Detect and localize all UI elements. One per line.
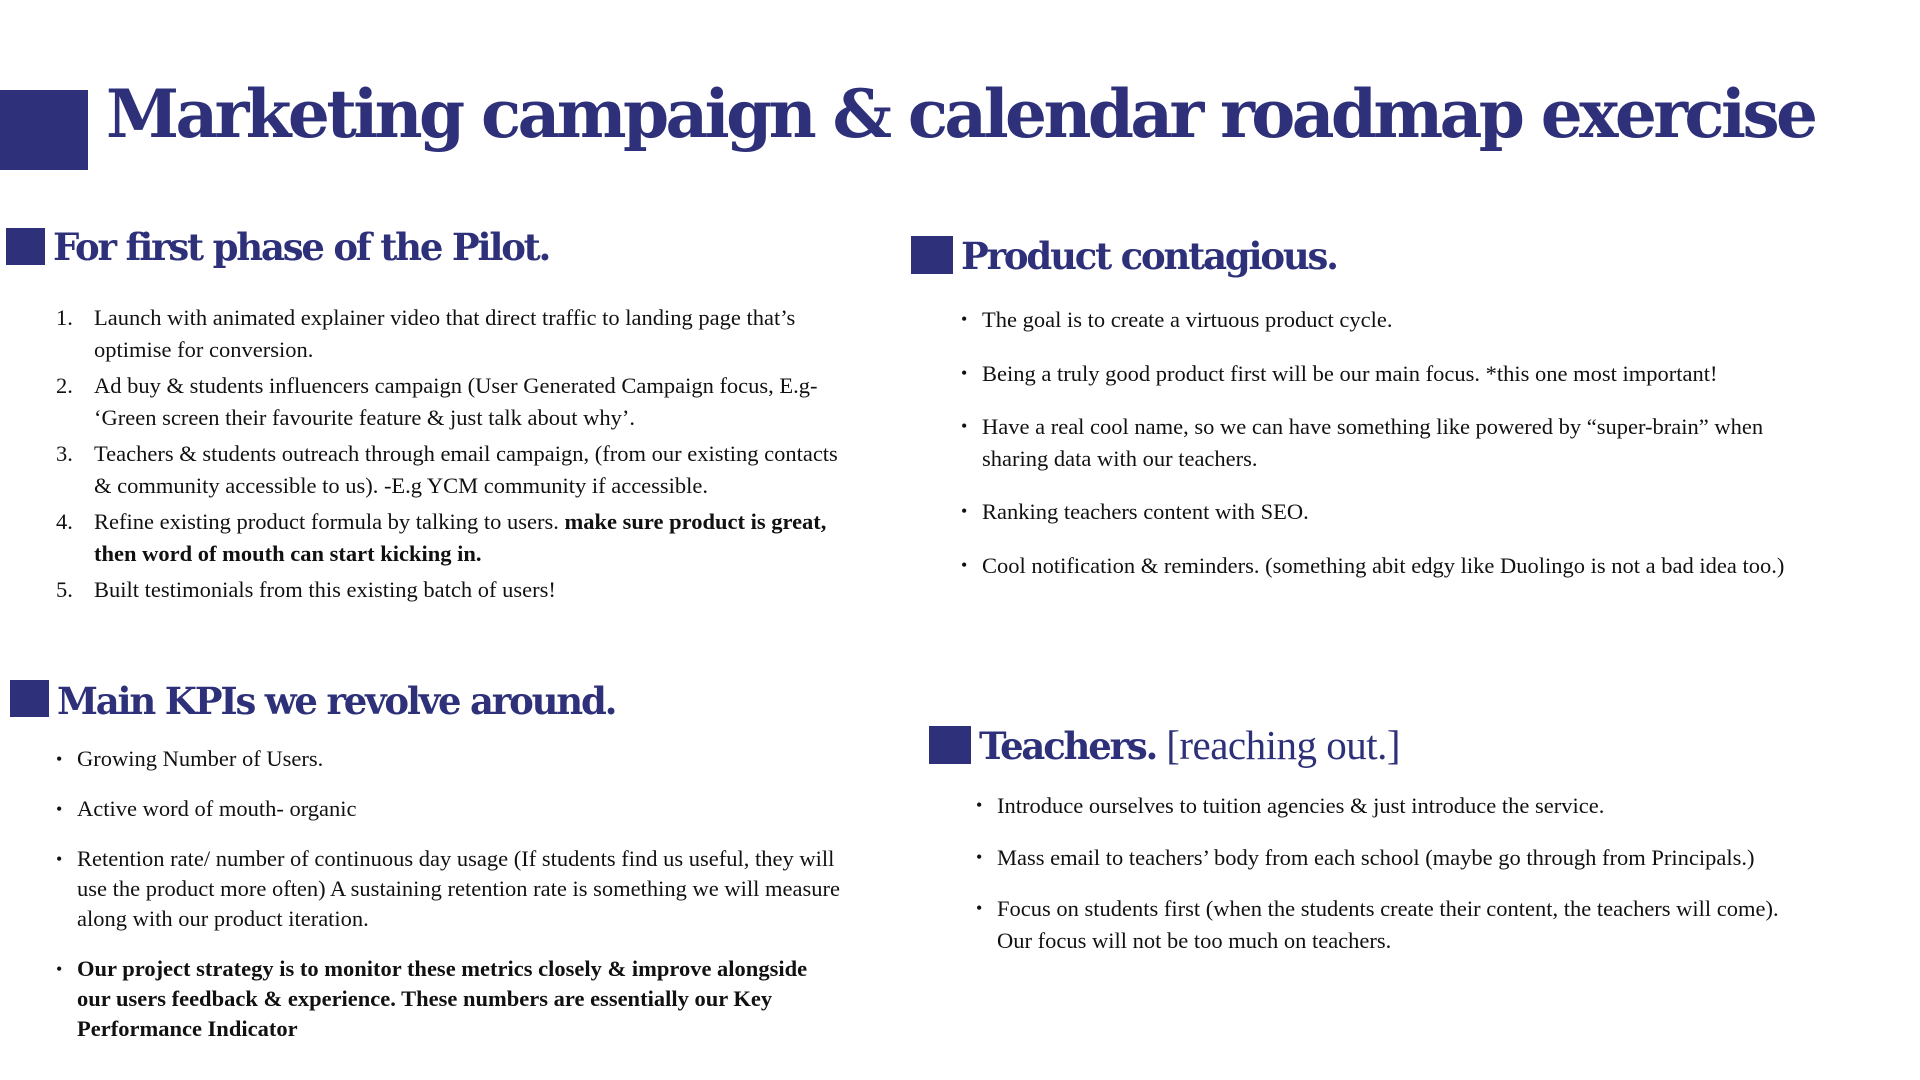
item-text: The goal is to create a virtuous product cycle. — [982, 307, 1393, 332]
list-item — [961, 411, 1791, 474]
item-bold-text: make sure product is great, then word of mouth can start kicking in. — [94, 509, 827, 566]
item-text: Growing Number of Users. — [77, 746, 324, 771]
list-item — [961, 550, 1791, 582]
list-item — [976, 842, 1806, 874]
list-item — [56, 794, 846, 824]
product-list — [961, 304, 1791, 603]
item-text: Refine existing product formula by talking to users. — [94, 509, 565, 534]
list-item — [56, 954, 846, 1044]
list-item — [976, 790, 1806, 822]
pilot-heading: For first phase of the Pilot. — [53, 225, 550, 269]
list-item — [56, 506, 856, 569]
item-text: Ranking teachers content with SEO. — [982, 499, 1309, 524]
list-item — [56, 844, 846, 934]
teachers-list — [976, 790, 1806, 976]
teachers-heading — [979, 721, 1400, 770]
list-item — [56, 302, 856, 365]
item-text: Retention rate/ number of continuous day usage (If students find us useful, they will use the product more often) A sustaining retention rate is something we will measure along with our product iteration. — [77, 846, 840, 931]
kpis-heading: Main KPIs we revolve around. — [57, 679, 616, 723]
item-number: 1. — [56, 305, 73, 330]
item-text: Built testimonials from this existing batch of users! — [94, 577, 556, 602]
page-title: Marketing campaign & calendar roadmap exercise — [106, 75, 1815, 153]
teachers-heading-text: Teachers. — [979, 724, 1157, 768]
list-item — [56, 744, 846, 774]
list-item — [961, 496, 1791, 528]
item-text: Introduce ourselves to tuition agencies & just introduce the service. — [997, 793, 1605, 818]
item-number: 3. — [56, 441, 73, 466]
item-text: Ad buy & students influencers campaign (User Generated Campaign focus, E.g- ‘Green screen their favourite feature & just talk about why’. — [94, 373, 818, 430]
title-accent-square — [0, 90, 88, 170]
item-text: Focus on students first (when the students create their content, the teachers will come). Our focus will not be too much on teachers. — [997, 896, 1779, 953]
item-number: 2. — [56, 373, 73, 398]
item-text: Mass email to teachers’ body from each school (maybe go through from Principals.) — [997, 844, 1755, 870]
teachers-accent-square — [929, 726, 971, 764]
item-text: Have a real cool name, so we can have something like powered by “super-brain” when sharing data with our teachers. — [982, 414, 1764, 471]
item-text: Being a truly good product first will be our main focus. *this one most important! — [982, 360, 1718, 386]
product-accent-square — [911, 236, 953, 274]
list-item — [56, 438, 856, 501]
teachers-subheading: [reaching out.] — [1166, 722, 1401, 768]
item-text: Teachers & students outreach through email campaign, (from our existing contacts & community accessible to us). -E.g YCM community if accessible. — [94, 441, 838, 498]
list-item — [56, 574, 856, 606]
product-heading: Product contagious. — [961, 234, 1337, 278]
item-number: 4. — [56, 509, 73, 534]
item-number: 5. — [56, 577, 73, 602]
list-item — [56, 370, 856, 433]
pilot-list — [56, 302, 856, 611]
pilot-accent-square — [6, 228, 45, 265]
item-text: Active word of mouth- organic — [77, 796, 357, 821]
item-text: Cool notification & reminders. (something abit edgy like Duolingo is not a bad idea too.) — [982, 552, 1785, 578]
list-item — [976, 893, 1806, 956]
list-item — [961, 358, 1791, 390]
list-item — [961, 304, 1791, 336]
item-text: Launch with animated explainer video that direct traffic to landing page that’s optimise for conversion. — [94, 305, 796, 362]
kpis-list — [56, 744, 846, 1064]
kpis-accent-square — [10, 680, 49, 717]
item-bold-text: Our project strategy is to monitor these metrics closely & improve alongside our users feedback & experience. These numbers are essentially our Key Performance Indicator — [77, 956, 808, 1041]
